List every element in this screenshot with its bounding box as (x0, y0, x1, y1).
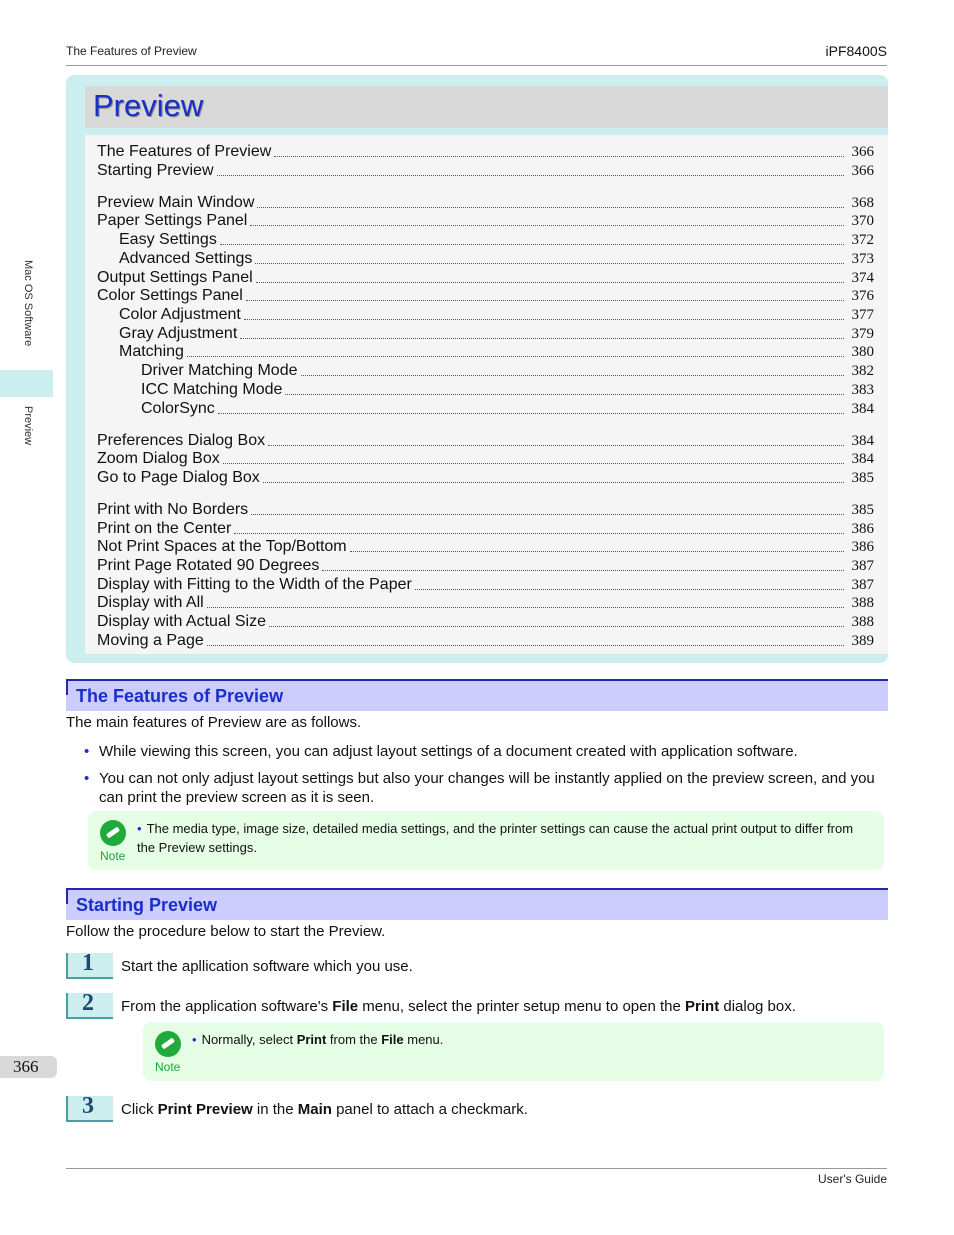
toc-entry[interactable]: Preview Main Window 368 (97, 194, 874, 211)
step-3-text: Click Print Preview in the Main panel to attach a checkmark. (121, 1101, 528, 1118)
list-item: • While viewing this screen, you can adjust layout settings of a document created with application software. (84, 743, 798, 760)
list-item: • You can not only adjust layout settings but also your changes will be instantly applied on the preview screen, and you can print the preview screen as it is seen. (84, 770, 875, 806)
note-text: • Normally, select Print from the File menu. (192, 1032, 444, 1047)
toc-entry[interactable]: Driver Matching Mode 382 (141, 362, 874, 379)
toc-entry[interactable]: Display with Actual Size 388 (97, 613, 874, 630)
footer-rule (66, 1168, 887, 1169)
note-box (143, 1022, 884, 1081)
note-box (88, 811, 884, 870)
toc-entry[interactable]: Preferences Dialog Box 384 (97, 432, 874, 449)
toc-entry[interactable]: ColorSync 384 (141, 400, 874, 417)
toc-entry[interactable]: Print Page Rotated 90 Degrees 387 (97, 557, 874, 574)
toc-entry[interactable]: Not Print Spaces at the Top/Bottom 386 (97, 538, 874, 555)
note-label: Note (155, 1060, 181, 1074)
side-tab-marker (0, 370, 53, 397)
step-1-text: Start the apllication software which you use. (121, 958, 413, 975)
toc-entry[interactable]: Print with No Borders 385 (97, 501, 874, 518)
toc-entry[interactable]: The Features of Preview 366 (97, 143, 874, 160)
toc-entry[interactable]: Easy Settings 372 (119, 231, 874, 248)
toc-entry[interactable]: Gray Adjustment 379 (119, 325, 874, 342)
section-heading-features: The Features of Preview (66, 679, 888, 711)
side-tab-chapter: Mac OS Software (22, 260, 34, 347)
note-label: Note (100, 849, 126, 863)
toc-title-bar (85, 86, 888, 128)
features-intro: The main features of Preview are as follows. (66, 714, 362, 731)
footer-guide: User's Guide (818, 1172, 887, 1186)
toc-entry[interactable]: Zoom Dialog Box 384 (97, 450, 874, 467)
toc-entry[interactable]: Starting Preview 366 (97, 162, 874, 179)
toc-entry[interactable]: Color Settings Panel 376 (97, 287, 874, 304)
toc-entry[interactable]: Go to Page Dialog Box 385 (97, 469, 874, 486)
section-heading-starting: Starting Preview (66, 888, 888, 920)
page-number: 366 (0, 1056, 57, 1078)
toc-entry[interactable]: Color Adjustment 377 (119, 306, 874, 323)
starting-intro: Follow the procedure below to start the Preview. (66, 923, 386, 940)
step-number-1: 1 (66, 953, 113, 979)
side-tab-section: Preview (22, 406, 34, 446)
toc-entry[interactable]: Output Settings Panel 374 (97, 269, 874, 286)
toc-entry[interactable]: Matching 380 (119, 343, 874, 360)
page-title: Preview (93, 88, 204, 123)
note-text: • The media type, image size, detailed media settings, and the printer settings can cause the actual print output to differ from the Preview settings. (137, 821, 854, 855)
step-2-text: From the application software's File menu, select the printer setup menu to open the Print dialog box. (121, 998, 796, 1015)
toc-entry[interactable]: Display with All 388 (97, 594, 874, 611)
note-icon (100, 820, 126, 846)
toc-entry[interactable]: Paper Settings Panel 370 (97, 212, 874, 229)
toc-entry[interactable]: Print on the Center 386 (97, 520, 874, 537)
toc-entry[interactable]: Moving a Page 389 (97, 632, 874, 649)
toc-entry[interactable]: Display with Fitting to the Width of the Paper 387 (97, 576, 874, 593)
step-number-3: 3 (66, 1096, 113, 1122)
toc-entry[interactable]: ICC Matching Mode 383 (141, 381, 874, 398)
step-number-2: 2 (66, 993, 113, 1019)
header-rule (66, 65, 887, 66)
note-icon (155, 1031, 181, 1057)
toc-entry[interactable]: Advanced Settings 373 (119, 250, 874, 267)
running-header-section: The Features of Preview (66, 44, 197, 58)
running-header-model: iPF8400S (825, 43, 887, 59)
